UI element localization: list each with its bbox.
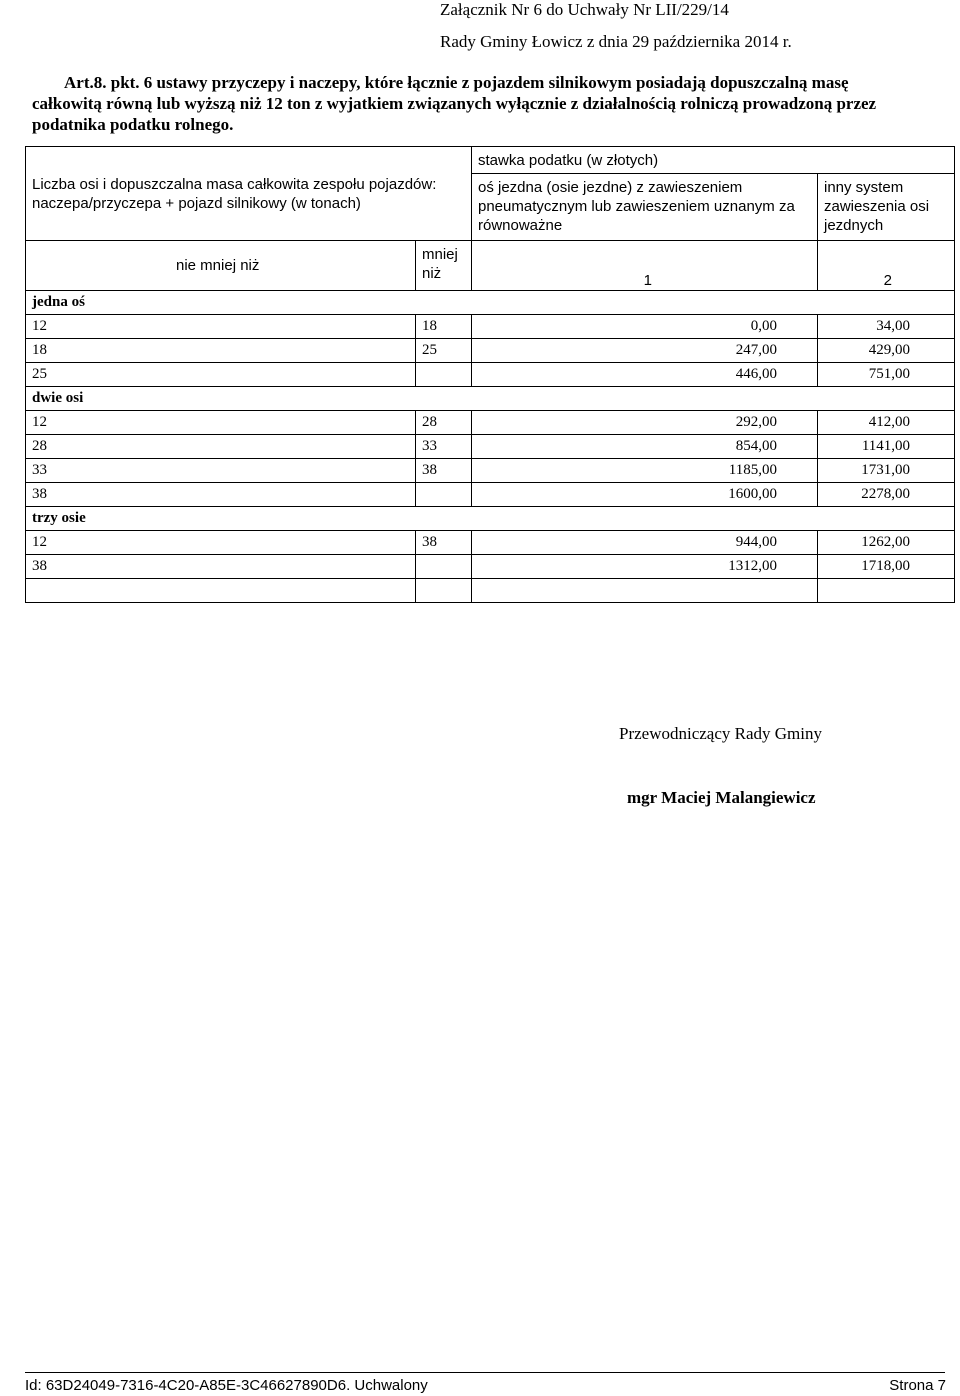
rate-pneumatic-cell: 1185,00 <box>472 459 818 483</box>
max-mass-cell <box>416 363 472 387</box>
col2-number: 2 <box>818 241 955 291</box>
page-number: Strona 7 <box>889 1377 946 1394</box>
table-row <box>26 315 955 339</box>
axle-mass-header: Liczba osi i dopuszczalna masa całkowita zespołu pojazdów: naczepa/przyczepa + pojazd silnikowy (w tonach) <box>26 147 472 241</box>
signer-role: Przewodniczący Rady Gminy <box>619 724 822 743</box>
group-row <box>26 387 955 411</box>
table-row <box>26 483 955 507</box>
article-line-2: całkowitą równą lub wyższą niż 12 ton z wyjatkiem związanych wyłącznie z działalnością rolniczą prowadzoną przez <box>32 94 877 113</box>
table-row <box>26 339 955 363</box>
min-mass-cell: 18 <box>26 339 416 363</box>
article-text <box>32 72 960 135</box>
max-mass-cell: 28 <box>416 411 472 435</box>
max-mass-cell: 18 <box>416 315 472 339</box>
min-mass-cell: 12 <box>26 315 416 339</box>
rate-pneumatic-cell: 292,00 <box>472 411 818 435</box>
rate-pneumatic-cell: 0,00 <box>472 315 818 339</box>
empty-row <box>26 579 955 603</box>
max-mass-cell: 33 <box>416 435 472 459</box>
axle-group-label: trzy osie <box>26 507 955 531</box>
min-mass-cell: 12 <box>26 531 416 555</box>
article-line-3: podatnika podatku rolnego. <box>32 115 234 134</box>
col1-number: 1 <box>472 241 818 291</box>
table-row <box>26 531 955 555</box>
empty-cell <box>26 579 416 603</box>
attachment-title: Załącznik Nr 6 do Uchwały Nr LII/229/14 <box>440 0 729 19</box>
signer-name: mgr Maciej Malangiewicz <box>627 788 816 807</box>
footer-divider <box>25 1372 945 1373</box>
rate-pneumatic-cell: 247,00 <box>472 339 818 363</box>
max-mass-cell: 25 <box>416 339 472 363</box>
max-mass-cell: 38 <box>416 531 472 555</box>
table-row <box>26 363 955 387</box>
rate-pneumatic-cell: 1312,00 <box>472 555 818 579</box>
min-mass-cell: 38 <box>26 483 416 507</box>
empty-cell <box>472 579 818 603</box>
rate-other-cell: 429,00 <box>818 339 955 363</box>
tax-rate-header: stawka podatku (w złotych) <box>472 147 955 174</box>
rate-other-cell: 1718,00 <box>818 555 955 579</box>
empty-cell <box>818 579 955 603</box>
resolution-date: Rady Gminy Łowicz z dnia 29 października 2014 r. <box>440 32 792 51</box>
rate-other-cell: 34,00 <box>818 315 955 339</box>
table-row <box>26 435 955 459</box>
table-row <box>26 555 955 579</box>
group-row <box>26 291 955 315</box>
min-mass-cell: 38 <box>26 555 416 579</box>
rate-other-cell: 751,00 <box>818 363 955 387</box>
rate-pneumatic-cell: 1600,00 <box>472 483 818 507</box>
max-mass-label: mniej niż <box>416 241 472 291</box>
rate-pneumatic-cell: 446,00 <box>472 363 818 387</box>
max-mass-cell <box>416 483 472 507</box>
other-suspension-header: inny system zawieszenia osi jezdnych <box>818 174 955 241</box>
article-line-1: Art.8. pkt. 6 ustawy przyczepy i naczepy, które łącznie z pojazdem silnikowym posiadają dopuszczalną masę <box>64 73 849 92</box>
rate-other-cell: 412,00 <box>818 411 955 435</box>
pneumatic-suspension-header: oś jezdna (osie jezdne) z zawieszeniem pneumatycznym lub zawieszeniem uznanym za równoważne <box>472 174 818 241</box>
min-mass-label: nie mniej niż <box>26 241 416 291</box>
min-mass-cell: 12 <box>26 411 416 435</box>
table-row <box>26 411 955 435</box>
axle-group-label: dwie osi <box>26 387 955 411</box>
rate-pneumatic-cell: 854,00 <box>472 435 818 459</box>
rate-pneumatic-cell: 944,00 <box>472 531 818 555</box>
empty-cell <box>416 579 472 603</box>
axle-group-label: jedna oś <box>26 291 955 315</box>
rate-other-cell: 1731,00 <box>818 459 955 483</box>
max-mass-cell: 38 <box>416 459 472 483</box>
tax-rate-table <box>25 146 955 603</box>
rate-other-cell: 1262,00 <box>818 531 955 555</box>
max-mass-cell <box>416 555 472 579</box>
rate-other-cell: 2278,00 <box>818 483 955 507</box>
min-mass-cell: 33 <box>26 459 416 483</box>
rate-other-cell: 1141,00 <box>818 435 955 459</box>
group-row <box>26 507 955 531</box>
document-id: Id: 63D24049-7316-4C20-A85E-3C46627890D6. Uchwalony <box>25 1377 428 1394</box>
min-mass-cell: 25 <box>26 363 416 387</box>
table-row <box>26 459 955 483</box>
min-mass-cell: 28 <box>26 435 416 459</box>
